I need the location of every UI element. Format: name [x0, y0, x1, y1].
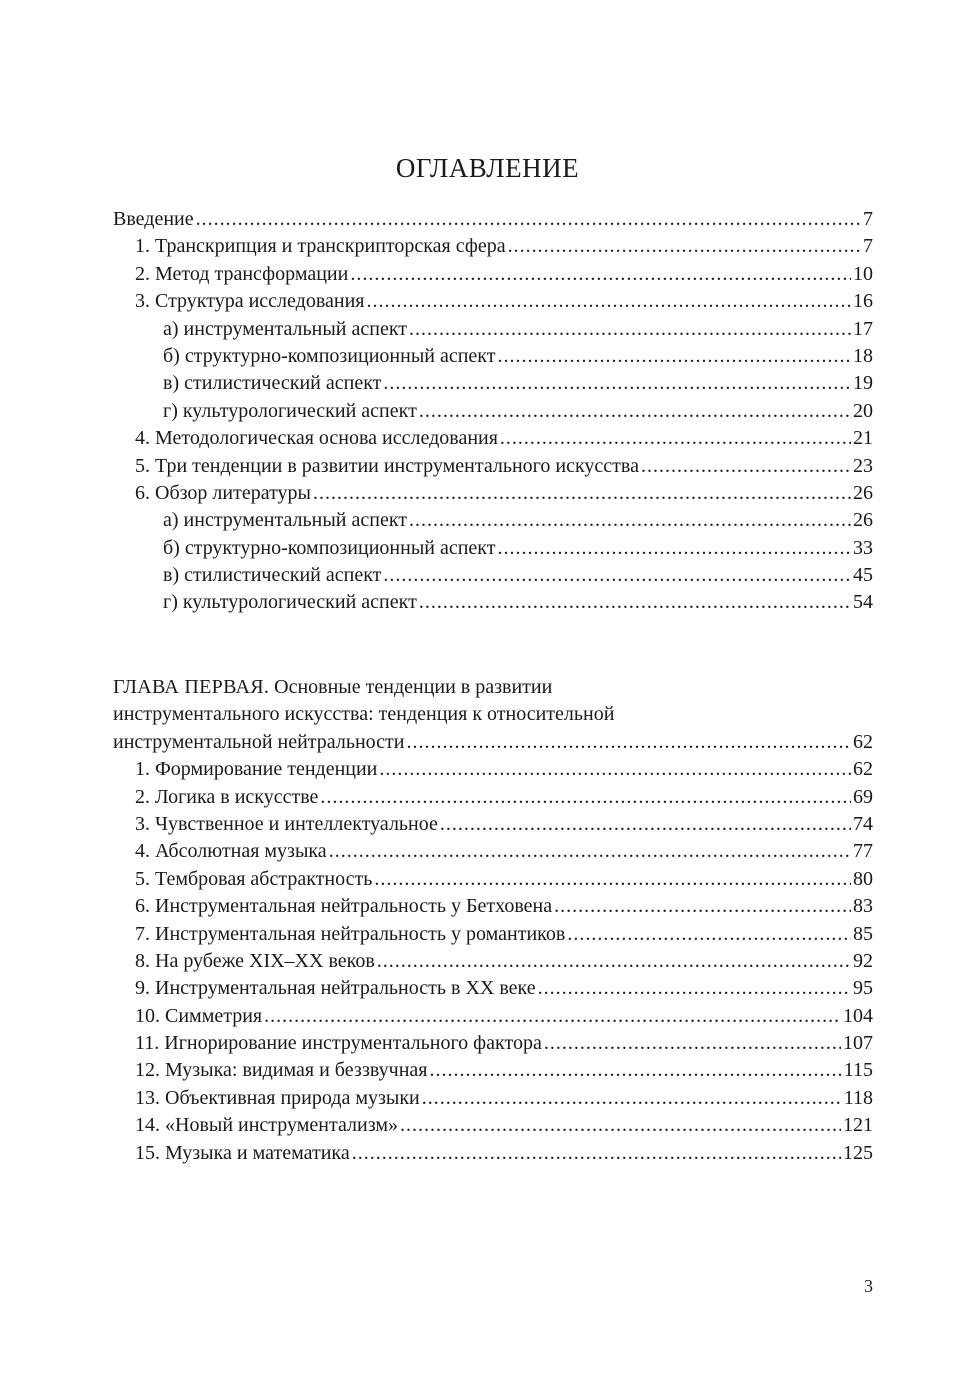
dot-leader [419, 398, 851, 425]
toc-page: 33 [853, 536, 873, 559]
toc-page: 23 [853, 454, 873, 477]
page-number: 3 [864, 1276, 873, 1296]
toc-introduction [113, 206, 873, 617]
toc-label: 13. Объективная природа музыки [135, 1086, 420, 1109]
toc-page: 77 [853, 840, 873, 863]
toc-label: 5. Три тенденции в развитии инструментального искусства [135, 454, 639, 477]
toc-label: 2. Метод трансформации [135, 262, 349, 285]
toc-page: 121 [843, 1114, 873, 1137]
toc-label: 1. Формирование тенденции [135, 758, 378, 781]
dot-leader [383, 370, 851, 397]
toc-label: в) стилистический аспект [163, 372, 382, 395]
dot-leader [374, 866, 851, 893]
toc-row-chapter-one[interactable] [113, 729, 873, 756]
toc-page: 45 [853, 564, 873, 587]
toc-label: 4. Методологическая основа исследования [135, 427, 498, 450]
toc-page: 10 [853, 262, 873, 285]
dot-leader [440, 811, 851, 838]
toc-label: 8. На рубеже XIX–XX веков [135, 949, 375, 972]
toc-row[interactable] [113, 589, 873, 616]
toc-label: 10. Симметрия [135, 1004, 263, 1027]
toc-page: 107 [843, 1032, 873, 1055]
toc-page: 62 [853, 730, 873, 753]
toc-row[interactable] [113, 756, 873, 783]
toc-page: 54 [853, 591, 873, 614]
dot-leader [422, 1085, 842, 1112]
toc-page: 95 [853, 977, 873, 1000]
toc-row[interactable] [113, 921, 873, 948]
toc-row[interactable] [113, 261, 873, 288]
dot-leader [400, 1112, 841, 1139]
toc-row[interactable] [113, 562, 873, 589]
toc-row[interactable] [113, 233, 873, 260]
toc-row[interactable] [113, 1112, 873, 1139]
toc-row[interactable] [113, 1140, 873, 1167]
toc-label: 3. Структура исследования [135, 290, 365, 313]
toc-page: 125 [843, 1141, 873, 1164]
toc-row[interactable] [113, 480, 873, 507]
toc-label: 12. Музыка: видимая и беззвучная [135, 1059, 428, 1082]
chapter-heading-line-1 [113, 674, 873, 701]
toc-chapter-one [113, 674, 873, 1167]
dot-leader [429, 1057, 841, 1084]
dot-leader [419, 589, 851, 616]
toc-page: 83 [853, 895, 873, 918]
toc-label: 6. Инструментальная нейтральность у Бетховена [135, 895, 553, 918]
toc-label: 1. Транскрипция и транскрипторская сфера [135, 235, 506, 258]
toc-row[interactable] [113, 1085, 873, 1112]
toc-page: 7 [863, 235, 873, 258]
dot-leader [196, 206, 861, 233]
toc-row[interactable] [113, 948, 873, 975]
toc-page: 74 [853, 812, 873, 835]
toc-row[interactable] [113, 1030, 873, 1057]
chapter-heading-line-2: инструментального искусства: тенденция к относительной [113, 703, 615, 726]
toc-page: 115 [843, 1059, 873, 1082]
dot-leader [508, 233, 861, 260]
toc-label: 5. Тембровая абстрактность [135, 867, 373, 890]
dot-leader [350, 261, 851, 288]
toc-page: 16 [853, 290, 873, 313]
toc-label: 7. Инструментальная нейтральность у романтиков [135, 922, 566, 945]
dot-leader [377, 948, 851, 975]
toc-page: 118 [843, 1086, 873, 1109]
toc-page: 7 [863, 208, 873, 230]
dot-leader [383, 562, 851, 589]
dot-leader [264, 1003, 841, 1030]
dot-leader [367, 288, 852, 315]
toc-label: 11. Игнорирование инструментального фактора [135, 1032, 542, 1055]
toc-label: г) культурологический аспект [163, 591, 417, 614]
dot-leader [641, 453, 851, 480]
toc-row[interactable] [113, 453, 873, 480]
toc-label: 6. Обзор литературы [135, 481, 311, 504]
toc-label: б) структурно-композиционный аспект [163, 344, 496, 367]
toc-label: а) инструментальный аспект [163, 509, 408, 532]
toc-row[interactable] [113, 866, 873, 893]
toc-label: б) структурно-композиционный аспект [163, 536, 496, 559]
toc-row[interactable] [113, 1003, 873, 1030]
dot-leader [409, 316, 851, 343]
toc-row[interactable] [113, 784, 873, 811]
toc-label: г) культурологический аспект [163, 399, 417, 422]
toc-label: 9. Инструментальная нейтральность в XX веке [135, 977, 536, 1000]
toc-label: 15. Музыка и математика [135, 1141, 350, 1164]
toc-page: 20 [853, 399, 873, 422]
toc-label: инструментальной нейтральности [113, 730, 405, 753]
toc-row[interactable] [113, 838, 873, 865]
toc-page: 69 [853, 785, 873, 808]
dot-leader [498, 343, 852, 370]
dot-leader [500, 425, 851, 452]
toc-label: а) инструментальный аспект [163, 317, 408, 340]
toc-row[interactable] [113, 975, 873, 1002]
dot-leader [352, 1140, 841, 1167]
toc-row[interactable] [113, 893, 873, 920]
toc-page: 18 [853, 344, 873, 367]
toc-label: Введение [113, 208, 194, 230]
toc-row[interactable] [113, 288, 873, 315]
toc-row[interactable] [113, 343, 873, 370]
dot-leader [320, 784, 851, 811]
toc-row[interactable] [113, 535, 873, 562]
dot-leader [329, 838, 851, 865]
toc-page: 85 [853, 922, 873, 945]
dot-leader [379, 756, 851, 783]
toc-row[interactable] [113, 370, 873, 397]
toc-page: 62 [853, 758, 873, 781]
toc-label: 4. Абсолютная музыка [135, 840, 327, 863]
toc-label: 3. Чувственное и интеллектуальное [135, 812, 438, 835]
toc-page: 21 [853, 427, 873, 450]
toc-row[interactable] [113, 507, 873, 534]
toc-page: 26 [853, 509, 873, 532]
toc-row[interactable] [113, 425, 873, 452]
toc-label: 14. «Новый инструментализм» [135, 1114, 398, 1137]
toc-page: 104 [843, 1004, 873, 1027]
page-title: ОГЛАВЛЕНИЕ [395, 153, 580, 183]
toc-page: 19 [853, 372, 873, 395]
dot-leader [313, 480, 851, 507]
dot-leader [409, 507, 851, 534]
toc-row[interactable] [113, 398, 873, 425]
toc-label: 2. Логика в искусстве [135, 785, 319, 808]
toc-page: 92 [853, 949, 873, 972]
toc-page: 17 [853, 317, 873, 340]
chapter-title-part: Основные тенденции в развитии [269, 676, 553, 698]
toc-label: в) стилистический аспект [163, 564, 382, 587]
dot-leader [498, 535, 852, 562]
toc-page: 26 [853, 481, 873, 504]
toc-row[interactable] [113, 316, 873, 343]
toc-row-introduction[interactable] [113, 206, 873, 233]
chapter-caps-label: ГЛАВА ПЕРВАЯ. [113, 676, 270, 698]
toc-row[interactable] [113, 811, 873, 838]
dot-leader [538, 975, 851, 1002]
dot-leader [554, 893, 851, 920]
dot-leader [567, 921, 851, 948]
dot-leader [406, 729, 851, 756]
toc-row[interactable] [113, 1057, 873, 1084]
toc-page: 80 [853, 867, 873, 890]
dot-leader [544, 1030, 841, 1057]
